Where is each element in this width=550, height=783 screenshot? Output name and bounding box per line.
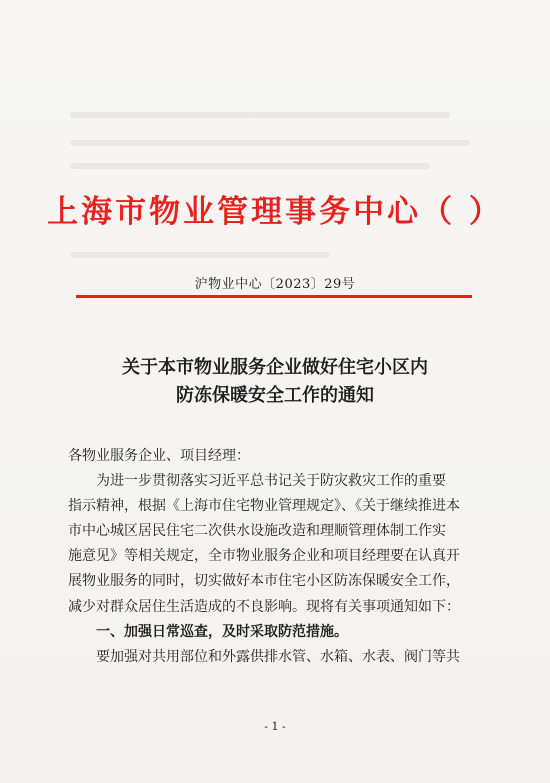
notice-title	[0, 354, 550, 410]
body-line: 减少对群众居住生活造成的不良影响。现将有关事项通知如下：	[68, 598, 460, 615]
body-line: 市中心城区居民住宅二次供水设施改造和理顺管理体制工作实	[68, 523, 446, 540]
notice-body	[68, 444, 488, 670]
notice-title-line-2: 防冻保暖安全工作的通知	[176, 385, 374, 406]
issuing-authority-title: 上海市物业管理事务中心（ ）	[47, 194, 503, 230]
document-number: 沪物业中心〔2023〕29号	[194, 277, 356, 292]
salutation: 各物业服务企业、项目经理：	[68, 448, 250, 464]
body-line: 施意见》等相关规定，全市物业服务企业和项目经理要在认真开	[68, 548, 460, 565]
bleed-through-line	[70, 140, 470, 146]
bleed-through-line	[70, 252, 330, 258]
red-divider-line	[76, 295, 472, 298]
notice-title-line-1: 关于本市物业服务企业做好住宅小区内	[122, 357, 428, 378]
body-line: 为进一步贯彻落实习近平总书记关于防灾救灾工作的重要	[96, 473, 446, 490]
bleed-through-line	[70, 112, 450, 118]
body-line: 指示精神，根据《上海市住宅物业管理规定》、《关于继续推进本	[68, 498, 460, 515]
body-line: 要加强对共用部位和外露供排水管、水箱、水表、阀门等共	[96, 648, 460, 665]
body-line: 展物业服务的同时，切实做好本市住宅小区防冻保暖安全工作，	[68, 573, 460, 590]
section-heading-1: 一、加强日常巡查，及时采取防范措施。	[96, 623, 348, 640]
page-number: - 1 -	[264, 720, 286, 733]
bleed-through-line	[70, 163, 430, 169]
